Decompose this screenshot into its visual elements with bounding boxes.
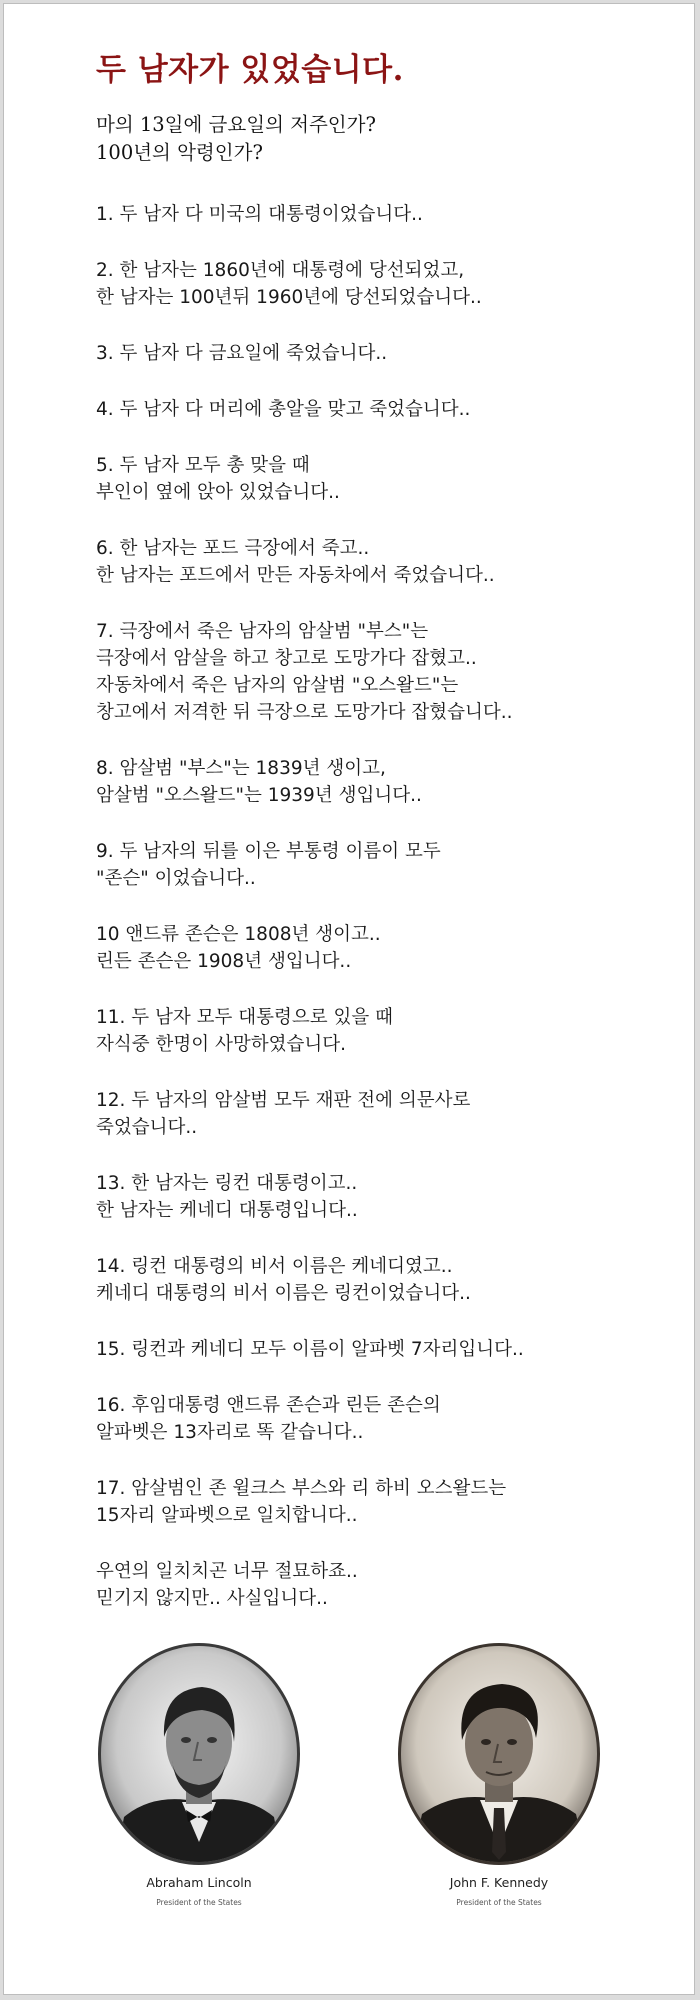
list-item-line: 우연의 일치치곤 너무 절묘하죠.. [96,1561,358,1582]
list-item-line: 17. 암살범인 존 윌크스 부스와 리 하비 오스왈드는 [96,1478,507,1499]
list-item-line: 죽었습니다.. [96,1117,198,1138]
kennedy-role: President of the States [456,1898,542,1907]
article [96,44,656,1641]
kennedy-portrait-image [394,1642,604,1867]
list-item-line: 12. 두 남자의 암살범 모두 재판 전에 의문사로 [96,1090,471,1111]
list-item [96,755,656,809]
list-item-line: 16. 후임대통령 앤드류 존슨과 린든 존슨의 [96,1395,441,1416]
portraits [4,1642,696,1962]
list-item [96,396,656,423]
list-item [96,1475,656,1529]
list-item-line: 한 남자는 포드에서 만든 자동차에서 죽었습니다.. [96,565,495,586]
subtitle-line: 100년의 악령인가? [96,141,263,164]
list-item-line: 케네디 대통령의 비서 이름은 링컨이었습니다.. [96,1283,471,1304]
list-item-line: 13. 한 남자는 링컨 대통령이고.. [96,1173,358,1194]
list-item [96,921,656,975]
lincoln-portrait-image [94,1642,304,1867]
list-item-line: 4. 두 남자 다 머리에 총알을 맞고 죽었습니다.. [96,399,471,420]
list-item-line: 한 남자는 100년뒤 1960년에 당선되었습니다.. [96,287,482,308]
list-item-line: "존슨" 이었습니다.. [96,868,256,889]
list-item-line: 9. 두 남자의 뒤를 이은 부통령 이름이 모두 [96,841,441,862]
list-item-line: 한 남자는 케네디 대통령입니다.. [96,1200,358,1221]
list-item [96,257,656,311]
list-item [96,201,656,228]
page-frame [3,3,695,1995]
list-item-line: 믿기지 않지만.. 사실입니다.. [96,1588,328,1609]
list-item [96,340,656,367]
portrait-lincoln [89,1642,309,1907]
list-item-line: 11. 두 남자 모두 대통령으로 있을 때 [96,1007,394,1028]
list-item-line: 14. 링컨 대통령의 비서 이름은 케네디였고.. [96,1256,453,1277]
list-item [96,1336,656,1363]
list-item-line: 린든 존슨은 1908년 생입니다.. [96,951,352,972]
page-title: 두 남자가 있었습니다. [96,52,404,88]
lincoln-name: Abraham Lincoln [146,1875,252,1890]
list-item-line: 자식중 한명이 사망하였습니다. [96,1034,346,1055]
portrait-kennedy [389,1642,609,1907]
list-item-line: 15. 링컨과 케네디 모두 이름이 알파벳 7자리입니다.. [96,1339,524,1360]
list-item [96,1004,656,1058]
lincoln-role: President of the States [156,1898,242,1907]
list-item [96,618,656,726]
subtitle [96,111,656,167]
list-item-line: 암살범 "오스왈드"는 1939년 생입니다.. [96,785,422,806]
list-item [96,1170,656,1224]
list-item [96,1558,656,1612]
list-item-line: 15자리 알파벳으로 일치합니다.. [96,1505,358,1526]
list-item [96,535,656,589]
list-item-line: 극장에서 암살을 하고 창고로 도망가다 잡혔고.. [96,648,477,669]
list-item-line: 5. 두 남자 모두 총 맞을 때 [96,455,310,476]
list-item [96,452,656,506]
subtitle-line: 마의 13일에 금요일의 저주인가? [96,113,376,136]
list-item [96,1392,656,1446]
list-item [96,838,656,892]
list-item-line: 알파벳은 13자리로 똑 같습니다.. [96,1422,364,1443]
list-item-line: 3. 두 남자 다 금요일에 죽었습니다.. [96,343,388,364]
list-item [96,1253,656,1307]
list-item-line: 10 앤드류 존슨은 1808년 생이고.. [96,924,381,945]
list-item-line: 6. 한 남자는 포드 극장에서 죽고.. [96,538,370,559]
list-item-line: 자동차에서 죽은 남자의 암살범 "오스왈드"는 [96,675,459,696]
list-item-line: 창고에서 저격한 뒤 극장으로 도망가다 잡혔습니다.. [96,702,513,723]
list-item-line: 2. 한 남자는 1860년에 대통령에 당선되었고, [96,260,465,281]
kennedy-name: John F. Kennedy [449,1875,549,1890]
list-item [96,1087,656,1141]
list-item-line: 8. 암살범 "부스"는 1839년 생이고, [96,758,386,779]
list-item-line: 7. 극장에서 죽은 남자의 암살범 "부스"는 [96,621,429,642]
list-item-line: 부인이 옆에 앉아 있었습니다.. [96,482,340,503]
coincidence-list [96,201,656,1612]
list-item-line: 1. 두 남자 다 미국의 대통령이었습니다.. [96,204,423,225]
